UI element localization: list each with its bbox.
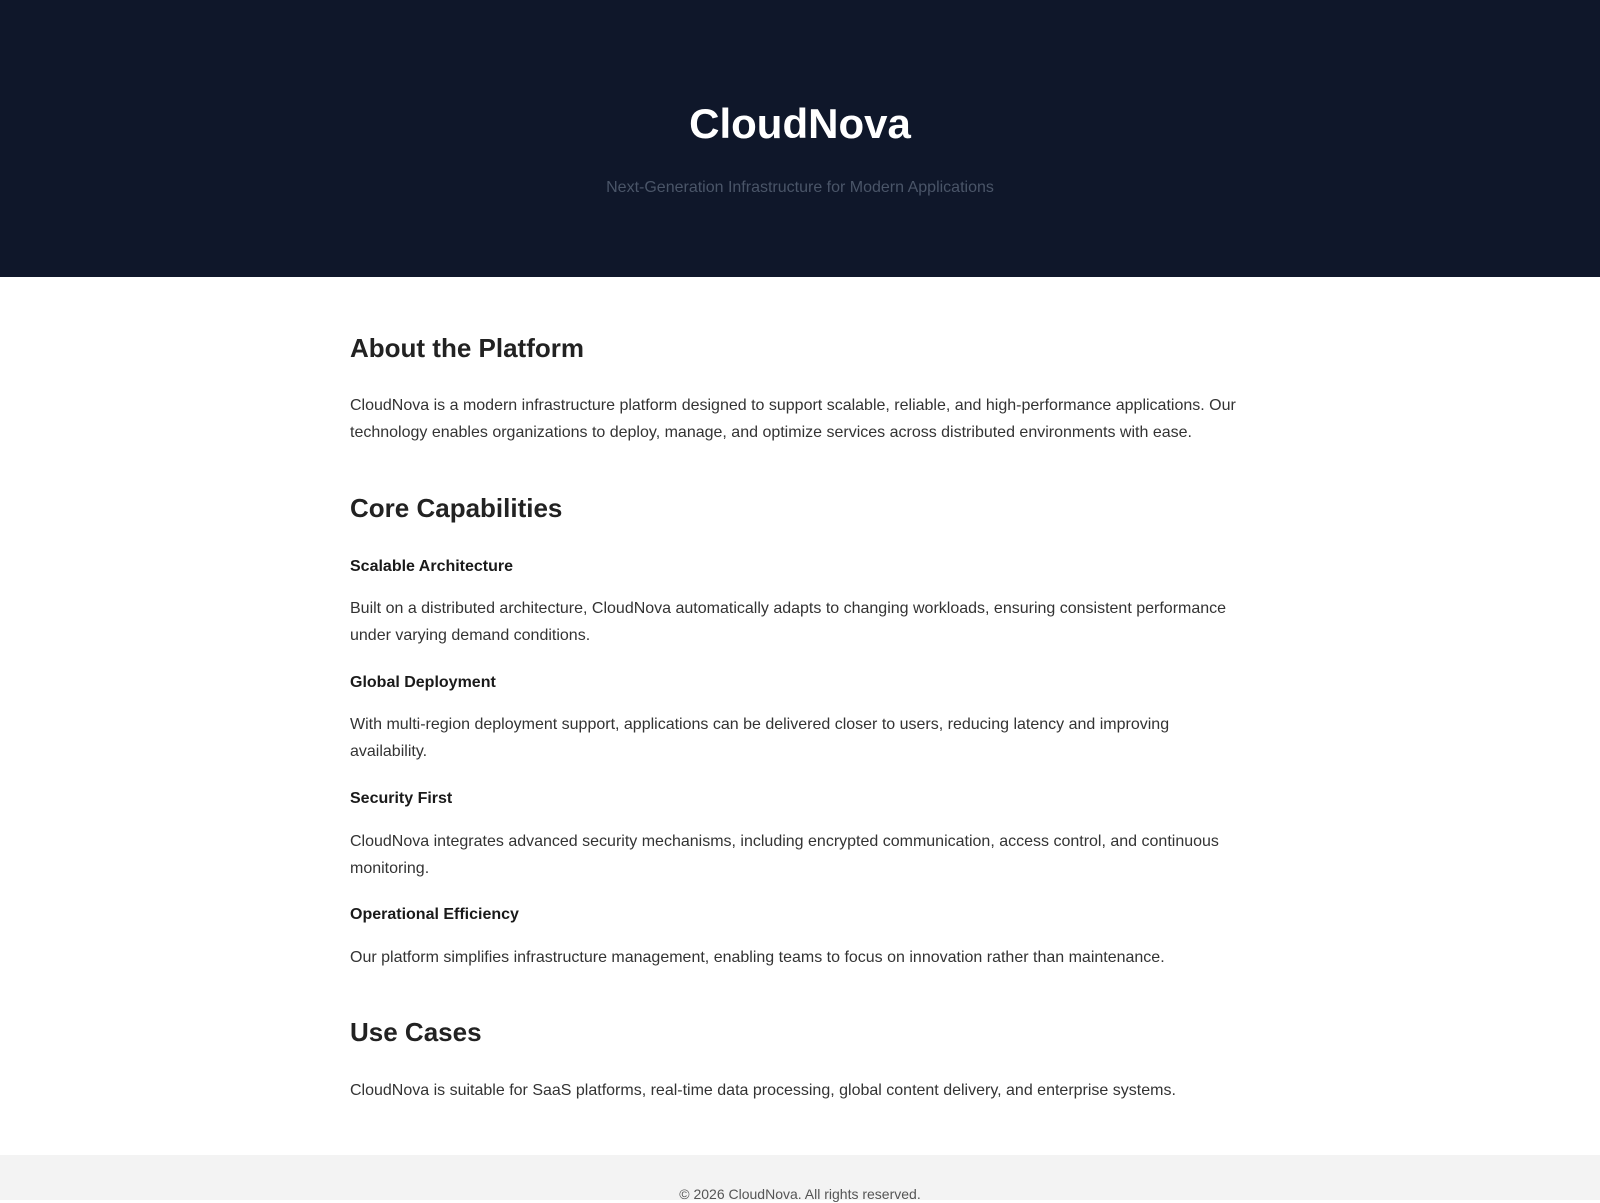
capability-title: Global Deployment [350,674,496,691]
capability-title: Scalable Architecture [350,558,514,575]
site-title: CloudNova [689,100,911,147]
use-cases-heading: Use Cases [350,1017,482,1047]
about-heading: About the Platform [350,333,584,363]
capability-title: Operational Efficiency [350,906,519,923]
page-footer [0,1155,1600,1200]
capability-text: With multi-region deployment support, applications can be delivered closer to users, reducing latency and improving availability. [350,716,1170,760]
capability-title: Security First [350,790,453,807]
about-text: CloudNova is a modern infrastructure platform designed to support scalable, reliable, and high-performance applications. Our technology enables organizations to deploy, manage, and optimize services across distributed environments with ease. [350,397,1236,441]
hero-banner [0,0,1600,277]
capabilities-heading: Core Capabilities [350,493,563,523]
copyright-text: © 2026 CloudNova. All rights reserved. [679,1186,921,1202]
capability-text: CloudNova integrates advanced security mechanisms, including encrypted communication, access control, and continuous monitoring. [350,833,1219,877]
capability-text: Built on a distributed architecture, CloudNova automatically adapts to changing workloads, ensuring consistent performance under varying demand conditions. [350,600,1227,644]
use-cases-text: CloudNova is suitable for SaaS platforms, real-time data processing, global content delivery, and enterprise systems. [350,1082,1176,1099]
capability-text: Our platform simplifies infrastructure management, enabling teams to focus on innovation rather than maintenance. [350,949,1165,966]
site-tagline: Next-Generation Infrastructure for Modern Applications [606,179,994,196]
